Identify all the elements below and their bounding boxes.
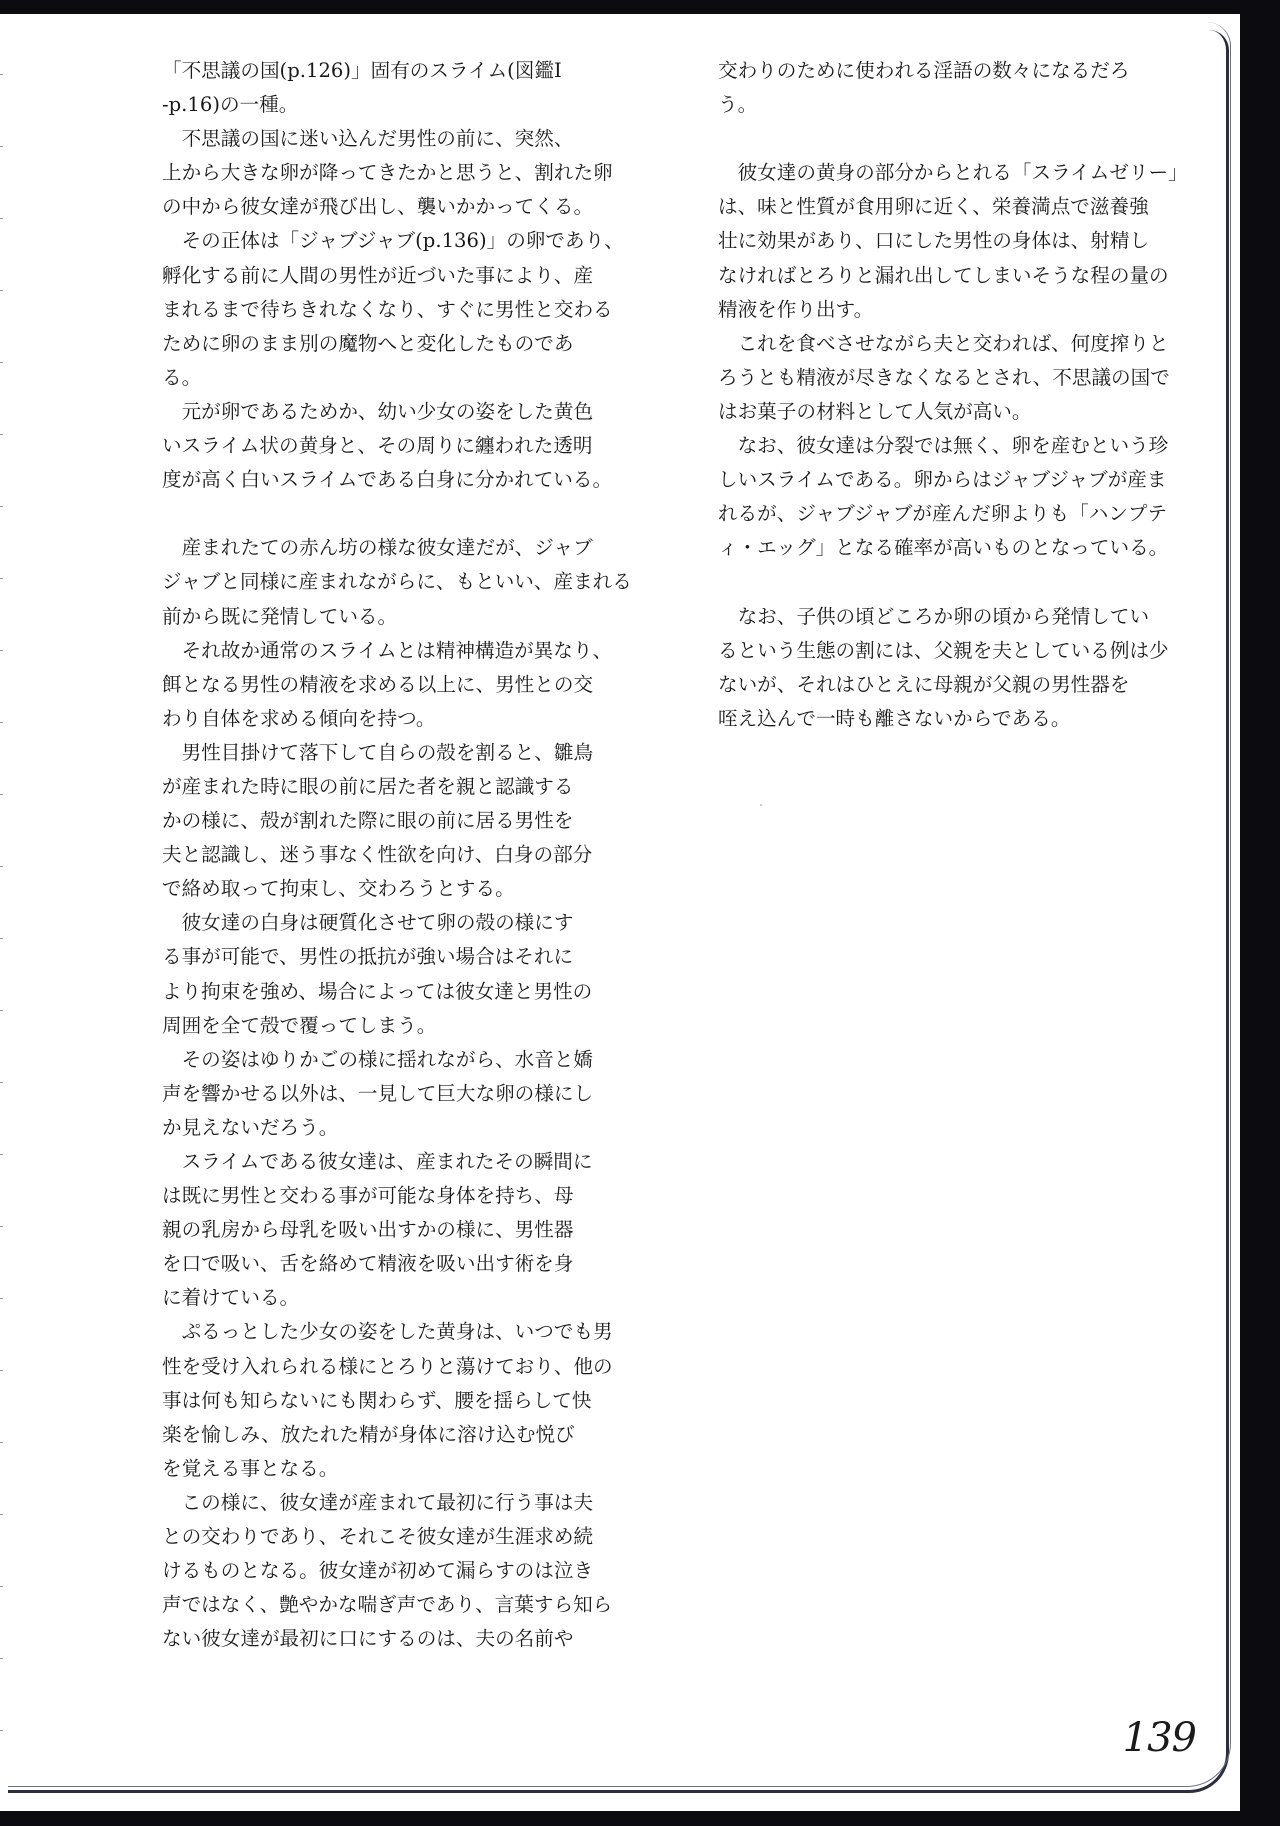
text-line: ろうとも精液が尽きなくなるとされ、不思議の国で <box>718 365 1170 389</box>
edge-tick <box>0 1010 3 1011</box>
edge-tick <box>0 578 3 579</box>
text-line: けるものとなる。彼女達が初めて漏らすのは泣き <box>162 1559 594 1583</box>
edge-tick <box>0 1082 3 1083</box>
edge-tick <box>0 722 3 723</box>
text-line: 孵化する前に人間の男性が近づいた事により、産 <box>162 263 594 287</box>
text-line: まれるまで待ちきれなくなり、すぐに男性と交わる <box>162 297 613 321</box>
text-line: なお、彼女達は分裂では無く、卵を産むという珍 <box>718 434 1169 458</box>
edge-tick <box>0 434 3 435</box>
edge-tick <box>0 938 3 939</box>
edge-tick <box>0 506 3 507</box>
text-line: なければとろりと漏れ出してしまいそうな程の量の <box>718 263 1169 287</box>
text-line: はお菓子の材料として人気が高い。 <box>718 399 1032 423</box>
text-line: 餌となる男性の精液を求める以上に、男性との交 <box>162 672 594 696</box>
page-number: 139 <box>1122 1715 1196 1761</box>
edge-tick <box>0 290 3 291</box>
text-line: その姿はゆりかごの様に揺れながら、水音と嬌 <box>162 1047 594 1071</box>
edge-tick <box>0 1298 3 1299</box>
text-line: 彼女達の白身は硬質化させて卵の殻の様にす <box>162 911 574 935</box>
edge-tick <box>0 218 3 219</box>
text-line: る事が可能で、男性の抵抗が強い場合はそれに <box>162 945 574 969</box>
text-line: ぷるっとした少女の姿をした黄身は、いつでも男 <box>162 1320 613 1344</box>
edge-tick <box>0 1658 3 1659</box>
edge-tick <box>0 1442 3 1443</box>
text-line: を覚える事となる。 <box>162 1456 339 1480</box>
edge-tick <box>0 1226 3 1227</box>
text-line: 咥え込んで一時も離さないからである。 <box>718 706 1071 730</box>
text-line: か見えないだろう。 <box>162 1115 339 1139</box>
text-line: これを食べさせながら夫と交われば、何度搾りと <box>718 331 1169 355</box>
edge-tick <box>0 650 3 651</box>
text-line: いスライム状の黄身と、その周りに纏われた透明 <box>162 434 593 458</box>
text-line: より拘束を強め、場合によっては彼女達と男性の <box>162 979 593 1003</box>
text-line: 声を響かせる以外は、一見して巨大な卵の様にし <box>162 1081 594 1105</box>
text-line: 産まれたての赤ん坊の様な彼女達だが、ジャブ <box>162 536 593 560</box>
edge-tick <box>0 1370 3 1371</box>
text-line: 親の乳房から母乳を吸い出すかの様に、男性器 <box>162 1218 574 1242</box>
text-line: る。 <box>162 365 202 389</box>
edge-tick <box>0 1154 3 1155</box>
edge-tick <box>0 1730 3 1731</box>
edge-tick <box>0 146 3 147</box>
text-line: は既に男性と交わる事が可能な身体を持ち、母 <box>162 1184 574 1208</box>
text-line: 楽を愉しみ、放たれた精が身体に溶け込む悦び <box>162 1422 575 1446</box>
text-line: ないが、それはひとえに母親が父親の男性器を <box>718 672 1130 696</box>
text-line: 交わりのために使われる淫語の数々になるだろ <box>718 59 1130 82</box>
text-column-left <box>162 54 662 1656</box>
text-line: 男性目掛けて落下して自らの殻を割ると、雛鳥 <box>162 740 594 764</box>
text-line: 前から既に発情している。 <box>162 604 398 628</box>
text-line: 度が高く白いスライムである白身に分かれている。 <box>162 468 613 492</box>
text-line: しいスライムである。卵からはジャブジャブが産ま <box>718 468 1167 492</box>
text-line: 声ではなく、艶やかな喘ぎ声であり、言葉すら知ら <box>162 1593 613 1617</box>
text-line: 事は何も知らないにも関わらず、腰を揺らして快 <box>162 1388 592 1412</box>
text-line: 性を受け入れられる様にとろりと蕩けており、他の <box>162 1354 613 1378</box>
book-page <box>0 14 1240 1811</box>
text-line: るという生態の割には、父親を夫としている例は少 <box>718 638 1169 662</box>
edge-tick <box>0 74 3 75</box>
text-line: に着けている。 <box>162 1286 300 1310</box>
text-line: う。 <box>718 93 758 117</box>
text-line: 彼女達の黄身の部分からとれる「スライムゼリー」 <box>718 161 1188 185</box>
text-line: ィ・エッグ」となる確率が高いものとなっている。 <box>718 536 1169 560</box>
text-line: を口で吸い、舌を絡めて精液を吸い出す術を身 <box>162 1252 574 1276</box>
text-line: -p.16)の一種。 <box>162 93 299 117</box>
text-line: なお、子供の頃どころか卵の頃から発情してい <box>718 604 1150 628</box>
text-line: わり自体を求める傾向を持つ。 <box>162 706 436 730</box>
text-line: で絡め取って拘束し、交わろうとする。 <box>162 877 515 901</box>
text-line: 不思議の国に迷い込んだ男性の前に、突然、 <box>162 127 574 151</box>
text-line: この様に、彼女達が産まれて最初に行う事は夫 <box>162 1490 594 1514</box>
edge-tick <box>0 1586 3 1587</box>
text-line: 夫と認識し、迷う事なく性欲を向け、白身の部分 <box>162 843 593 867</box>
edge-tick <box>0 1514 3 1515</box>
text-line: 周囲を全て殻で覆ってしまう。 <box>162 1013 437 1037</box>
edge-tick <box>0 794 3 795</box>
text-line: の中から彼女達が飛び出し、襲いかかってくる。 <box>162 195 594 219</box>
text-line: ために卵のまま別の魔物へと変化したものであ <box>162 331 574 355</box>
print-speck <box>760 804 762 806</box>
text-column-right <box>718 54 1228 736</box>
text-line <box>162 497 662 531</box>
text-line: ジャブと同様に産まれながらに、もといい、産まれる <box>162 570 632 594</box>
page-edge-ticks <box>0 14 8 1811</box>
text-line: 「不思議の国(p.126)」固有のスライム(図鑑Ⅰ <box>162 59 562 82</box>
text-line: その正体は「ジャブジャブ(p.136)」の卵であり、 <box>162 229 624 253</box>
text-line: 精液を作り出す。 <box>718 297 874 321</box>
text-line: ない彼女達が最初に口にするのは、夫の名前や <box>162 1627 574 1651</box>
text-line: スライムである彼女達は、産まれたその瞬間に <box>162 1150 593 1173</box>
text-line <box>718 565 1228 599</box>
text-line: 上から大きな卵が降ってきたかと思うと、割れた卵 <box>162 161 613 185</box>
text-line: 壮に効果があり、口にした男性の身体は、射精し <box>718 229 1150 253</box>
text-line: が産まれた時に眼の前に居た者を親と認識する <box>162 774 574 798</box>
text-line <box>718 122 1228 156</box>
edge-tick <box>0 362 3 363</box>
edge-tick <box>0 866 3 867</box>
text-line: それ故か通常のスライムとは精神構造が異なり、 <box>162 638 613 662</box>
text-line: 元が卵であるためか、幼い少女の姿をした黄色 <box>162 399 594 423</box>
text-line: かの様に、殻が割れた際に眼の前に居る男性を <box>162 809 574 833</box>
text-line: は、味と性質が食用卵に近く、栄養満点で滋養強 <box>718 195 1149 219</box>
text-line: れるが、ジャブジャブが産んだ卵よりも「ハンプテ <box>718 502 1168 526</box>
text-line: との交わりであり、それこそ彼女達が生涯求め続 <box>162 1525 594 1549</box>
